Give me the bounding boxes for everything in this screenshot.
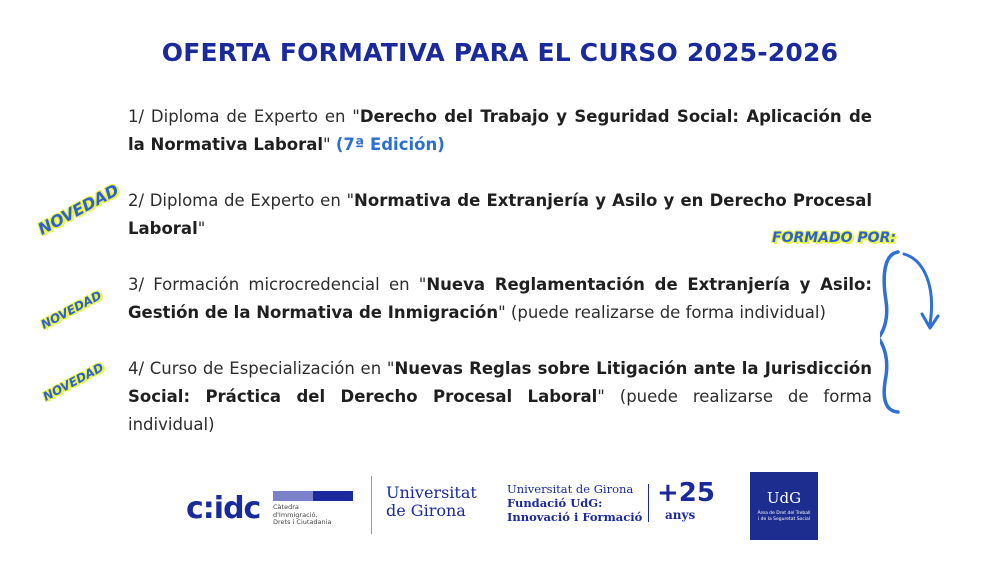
offer-3-prefix: 3/ Formación microcredencial en " [128,275,427,294]
offer-1-title: Derecho del Trabajo y Seguridad Social: Aplicación de la Normativa Laboral [128,107,872,154]
offer-2-title: Normativa de Extranjería y Asilo y en Derecho Procesal Laboral [128,191,872,238]
udg-area-logo [750,472,818,540]
offer-item-4 [128,355,872,439]
cidc-sub-2: d'Immigració, [273,510,318,519]
novedad-badge-1: NOVEDAD [34,180,122,239]
cidc-sub-3: Drets i Ciutadania [273,518,332,526]
offer-item-3 [128,271,872,327]
cidc-sub-1: Càtedra [273,503,299,511]
offer-3-title: Nueva Reglamentación de Extranjería y Asilo: Gestión de la Normativa de Inmigración [128,275,872,322]
offer-item-1 [128,103,872,159]
logo-divider [371,476,372,534]
udg-area-sub-1: Àrea de Dret del Treball [757,511,811,516]
cidc-logo [186,489,356,529]
cidc-logo-subtitle [273,504,331,527]
offer-3-suffix: " (puede realizarse de forma individual) [498,303,826,322]
fund-logo-25: +25 [657,478,715,508]
offer-4-prefix: 4/ Curso de Especialización en " [128,359,395,378]
offer-1-edition: (7ª Edición) [335,135,445,154]
novedad-badge-2: NOVEDAD [38,288,104,332]
offer-1-prefix: 1/ Diploma de Experto en " [128,107,360,126]
fundacio-udg-logo [507,478,727,527]
offer-4-title: Nuevas Reglas sobre Litigación ante la Jurisdicción Social: Práctica del Derecho Procesal Laboral [128,359,873,406]
offer-1-suffix: " [323,135,336,154]
curly-brace-arrow-icon [880,246,950,416]
formado-por-label: FORMADO POR: [772,230,896,246]
udg-area-sub-2: i de la Seguretat Social [757,516,811,522]
offer-4-suffix: " (puede realizarse de forma individual) [128,387,872,434]
fund-logo-separator [648,484,649,522]
fund-logo-anys: anys [665,508,696,522]
ug-logo-line2: de Girona [386,501,466,520]
fund-logo-line1: Universitat de Girona [507,482,634,496]
universitat-girona-logo [382,478,492,528]
cidc-logo-bars [273,491,353,503]
offer-list [128,103,872,467]
cidc-logo-name: c:idc [186,491,261,526]
page-title: OFERTA FORMATIVA PARA EL CURSO 2025-2026 [161,38,839,67]
offer-item-2 [128,187,872,243]
fund-logo-line2: Fundació UdG: [507,496,603,510]
offer-2-prefix: 2/ Diploma de Experto en " [128,191,355,210]
offer-2-suffix: " [197,219,206,238]
novedad-badge-3: NOVEDAD [40,360,106,404]
ug-logo-line1: Universitat [386,483,477,502]
fund-logo-line3: Innovació i Formació [507,510,643,524]
udg-area-title: UdG [766,489,802,507]
